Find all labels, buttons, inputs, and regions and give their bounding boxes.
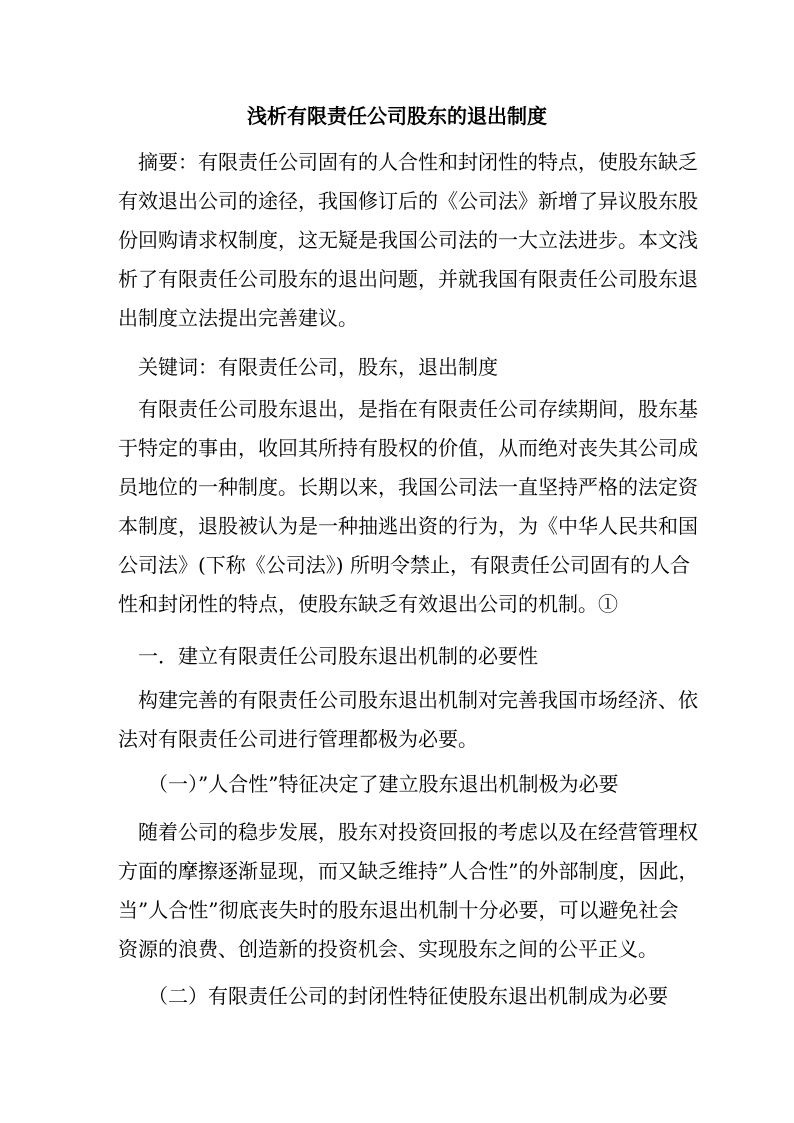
keywords-line: 关键词：有限责任公司，股东，退出制度 (138, 355, 498, 379)
document-title: 浅析有限责任公司股东的退出制度 (247, 104, 547, 128)
body-line-5: 公司法》(下称《公司法》) 所明令禁止，有限责任公司固有的人合 (118, 553, 690, 577)
body-line-4: 本制度，退股被认为是一种抽逃出资的行为，为《中华人民共和国 (118, 514, 698, 538)
body-line-2: 于特定的事由，收回其所持有股权的价值，从而绝对丧失其公司成 (118, 436, 698, 460)
body-line-1: 有限责任公司股东退出，是指在有限责任公司存续期间，股东基 (138, 397, 698, 421)
subsection-heading-2: （二）有限责任公司的封闭性特征使股东退出机制成为必要 (148, 984, 668, 1008)
subsection-1-line-4: 资源的浪费、创造新的投资机会、实现股东之间的公平正义。 (118, 937, 658, 961)
subsection-1-line-3: 当”人合性”彻底丧失时的股东退出机制十分必要，可以避免社会 (118, 898, 679, 922)
subsection-heading-1: （一）”人合性”特征决定了建立股东退出机制极为必要 (148, 772, 619, 796)
abstract-line-4: 析了有限责任公司股东的退出问题，并就我国有限责任公司股东退 (118, 267, 698, 291)
section-1-line-2: 法对有限责任公司进行管理都极为必要。 (118, 727, 478, 751)
subsection-1-line-1: 随着公司的稳步发展，股东对投资回报的考虑以及在经营管理权 (138, 820, 698, 844)
abstract-line-1: 摘要：有限责任公司固有的人合性和封闭性的特点，使股东缺乏 (138, 150, 698, 174)
abstract-line-2: 有效退出公司的途径，我国修订后的《公司法》新增了异议股东股 (118, 189, 698, 213)
subsection-1-line-2: 方面的摩擦逐渐显现，而又缺乏维持”人合性”的外部制度，因此， (118, 859, 699, 883)
body-line-3: 员地位的一种制度。长期以来，我国公司法一直坚持严格的法定资 (118, 475, 698, 499)
section-heading-1: 一．建立有限责任公司股东退出机制的必要性 (138, 644, 538, 668)
abstract-line-5: 出制度立法提出完善建议。 (118, 306, 358, 330)
body-line-6: 性和封闭性的特点，使股东缺乏有效退出公司的机制。① (118, 592, 618, 616)
section-1-line-1: 构建完善的有限责任公司股东退出机制对完善我国市场经济、依 (138, 688, 698, 712)
abstract-line-3: 份回购请求权制度，这无疑是我国公司法的一大立法进步。本文浅 (118, 228, 698, 252)
